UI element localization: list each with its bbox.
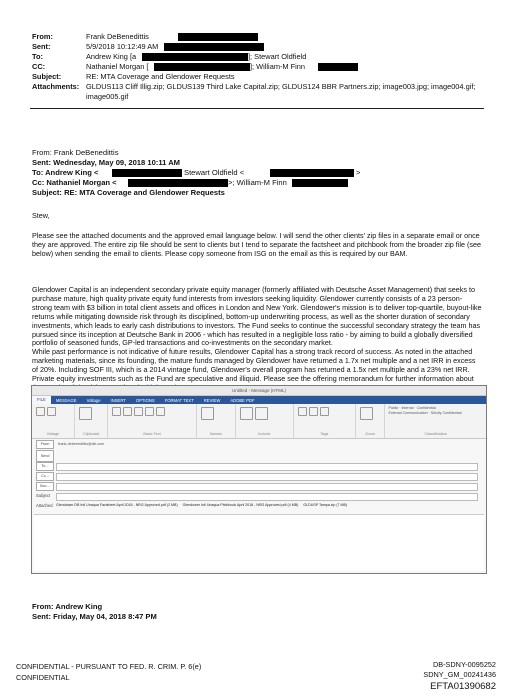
- attachments-value-2[interactable]: image005.gif: [86, 92, 129, 101]
- redaction: [142, 53, 248, 61]
- attachments-value[interactable]: GLDUS113 Cliff Illig.zip; GLDUS139 Third Lake Capital.zip; GLDUS124 BBR Partners.zip; image003.jpg; image004.gif;: [86, 82, 476, 91]
- tab-adobe-pdf[interactable]: ADOBE PDF: [230, 397, 255, 403]
- to-value-2: ]; Stewart Oldfield: [248, 52, 307, 61]
- tab-message[interactable]: MESSAGE: [55, 397, 77, 403]
- class-confidential[interactable]: Confidential: [416, 406, 436, 410]
- outlook-compose-window: [31, 385, 487, 574]
- bcc-button[interactable]: Bcc...: [36, 482, 54, 491]
- footer-left-2: CONFIDENTIAL: [16, 673, 70, 682]
- italic-icon[interactable]: [123, 407, 132, 416]
- group-classification: Public · Internal · Confidential External Communication · Strictly Confidential Classification: [388, 406, 462, 436]
- underline-icon[interactable]: [134, 407, 143, 416]
- fwd-subject: Subject: RE: MTA Coverage and Glendower Requests: [32, 188, 225, 197]
- redaction: [154, 63, 250, 71]
- fwd-cc: Cc: Nathaniel Morgan <: [32, 178, 117, 187]
- address-book-icon[interactable]: [201, 407, 214, 420]
- class-external[interactable]: External Communication: [388, 411, 428, 415]
- redaction: [112, 169, 182, 177]
- from-row: [32, 439, 486, 449]
- bold-icon[interactable]: [112, 407, 121, 416]
- group-basic-text: Basic Text: [108, 404, 196, 438]
- cc-field[interactable]: [56, 473, 478, 481]
- cc-label: CC:: [32, 62, 46, 71]
- attachment-file[interactable]: Glendower DB Intl Unaqua Factsheet April 2018 - NRG Approved.pdf (2 MB): [56, 503, 178, 507]
- paragraph-1: Please see the attached documents and the approved email language below. I will send the other clients' zip files in a separate email or once they are approved. The entire zip file should be sent to clients but I tend to separate the factsheet and pitchbook from the broader zip file (see below) when sending the email to clients. Please copy someone from ISG on the email as this is required by our BAM.: [32, 231, 481, 258]
- attachment-file[interactable]: Glendower Intl Unaqua Pitchbook April 2018 - NRG Approved.pdf (4 MB): [182, 503, 299, 507]
- to-button[interactable]: To...: [36, 462, 54, 471]
- compose-fields: [32, 439, 486, 511]
- cc-button[interactable]: Cc...: [36, 472, 54, 481]
- group-tags: Tags: [294, 404, 356, 438]
- fwd-from: From: Frank DeBenedittis: [32, 148, 119, 157]
- low-importance-icon[interactable]: [320, 407, 329, 416]
- signature-icon[interactable]: [255, 407, 268, 420]
- attachment-file[interactable]: GLDUSP Tampa.zip (7 MB): [303, 503, 348, 507]
- paragraph-2: Glendower Capital is an independent secondary private equity manager (formerly affiliated with Deutsche Asset Management) that seeks to purchase mature, high quality private equity fund interests from investors seeking liquidity. Glendower currently consists of a 23 person-strong team with $3 billion in total client assets and offices in London and New York. Glendower's mission is to deliver top-quartile, buyout-like returns while mitigating downside risk through its disciplined, bottom-up underwriting process, as well as the shorter duration of secondary investments, which leads to early cash distributions to investors. The Fund seeks to continue the successful secondary strategy the team has pursued since its inception at Deutsche Bank in 2006 - which has resulted in a negligible loss ratio - by aiming to build a globally diversified portfolio of seasoned funds, GP-led transactions and co-investments on the secondary market.: [32, 285, 482, 348]
- tab-review[interactable]: REVIEW: [203, 397, 221, 403]
- flag-icon[interactable]: [298, 407, 307, 416]
- attached-label: Attached: [36, 503, 53, 508]
- to-field[interactable]: [56, 463, 478, 471]
- footer-right-1: DB-SDNY-0095252: [432, 660, 496, 669]
- ribbon-tabs: [32, 396, 486, 404]
- footer-left-1: CONFIDENTIAL - PURSUANT TO FED. R. CRIM. P. 6(e): [16, 662, 202, 671]
- ribbon: [32, 404, 486, 439]
- send-row: [32, 449, 486, 461]
- cc-row: [32, 471, 486, 481]
- sent-value: 5/9/2018 10:12:49 AM: [86, 42, 159, 51]
- redaction: [270, 169, 354, 177]
- tab-format-text[interactable]: FORMAT TEXT: [164, 397, 194, 403]
- subject-value: RE: MTA Coverage and Glendower Requests: [86, 72, 235, 81]
- fwd-to: To: Andrew King <: [32, 168, 99, 177]
- group-names: Names: [197, 404, 236, 438]
- subject-field[interactable]: [56, 493, 478, 501]
- group-clipboard: Clipboard: [75, 404, 108, 438]
- to-label: To:: [32, 52, 43, 61]
- secure-send-icon[interactable]: [36, 407, 45, 416]
- attach-file-icon[interactable]: [240, 407, 253, 420]
- subject-row: [32, 491, 486, 501]
- fwd-cc-2: >; William-M Finn: [228, 178, 287, 187]
- align-icon[interactable]: [156, 407, 165, 416]
- send-icon[interactable]: [47, 407, 56, 416]
- class-strict[interactable]: Strictly Confidential: [430, 411, 462, 415]
- to-value: Andrew King [a: [86, 52, 137, 61]
- send-button[interactable]: Send: [36, 450, 54, 462]
- redaction: [128, 179, 228, 187]
- subject-label: Subject: [36, 493, 50, 498]
- bcc-row: [32, 481, 486, 491]
- tab-voltage[interactable]: Voltage: [86, 397, 101, 403]
- tab-options[interactable]: OPTIONS: [135, 397, 155, 403]
- redaction: [178, 33, 258, 41]
- message-body[interactable]: [34, 514, 484, 571]
- from-label: From:: [32, 32, 53, 41]
- attachment-list: [56, 502, 476, 508]
- fwd-to-2: Stewart Oldfield <: [184, 168, 245, 177]
- paragraph-3: While past performance is not indicative of future results, Glendower Capital has a strong track record of success. As noted in the attached marketing materials, since its founding, the mature funds managed by Glendower have returned a 1.7x net multiple and a net IRR in excess of 20%. Including SOF III, which is a 2014 vintage fund, Glendower's overall program has returned a 1.5x net multiple and a 23% net IRR. Private equity investments such as the Fund are speculative and illiquid. Please see the offering memorandum for further information about: [32, 347, 476, 383]
- class-internal[interactable]: Internal: [401, 406, 414, 410]
- class-public[interactable]: Public: [388, 406, 399, 410]
- fwd-to-3: >: [356, 168, 361, 177]
- tab-file[interactable]: FILE: [32, 396, 51, 404]
- zoom-icon[interactable]: [360, 407, 373, 420]
- bcc-field[interactable]: [56, 483, 478, 491]
- redaction: [164, 43, 264, 51]
- group-voltage: Voltage: [32, 404, 75, 438]
- fwd2-from: From: Andrew King: [32, 602, 103, 611]
- tab-insert[interactable]: INSERT: [110, 397, 126, 403]
- bullets-icon[interactable]: [145, 407, 154, 416]
- subject-label: Subject:: [32, 72, 62, 81]
- paste-icon[interactable]: [79, 407, 92, 420]
- footer-right-3: EFTA01390682: [430, 681, 496, 692]
- cc-value: Nathaniel Morgan [: [86, 62, 149, 71]
- to-row: [32, 461, 486, 471]
- redaction: [318, 63, 358, 71]
- fwd-sent: Sent: Wednesday, May 09, 2018 10:11 AM: [32, 158, 181, 167]
- window-title: Untitled - Message (HTML): [32, 386, 486, 396]
- cc-value-2: ]; William-M Finn: [250, 62, 306, 71]
- sent-label: Sent:: [32, 42, 51, 51]
- attachments-label: Attachments:: [32, 82, 80, 91]
- fwd2-sent: Sent: Friday, May 04, 2018 8:47 PM: [32, 612, 157, 621]
- header-divider: [30, 108, 484, 109]
- from-field[interactable]: frank.debenedittis@db.com: [58, 442, 105, 446]
- redaction: [292, 179, 348, 187]
- high-importance-icon[interactable]: [309, 407, 318, 416]
- group-zoom: Zoom: [356, 404, 386, 438]
- footer-right-2: SDNY_GM_00241436: [423, 670, 496, 679]
- from-button[interactable]: From: [36, 440, 54, 449]
- greeting: Stew,: [32, 211, 50, 220]
- from-value: Frank DeBenedittis: [86, 32, 149, 41]
- group-include: Include: [236, 404, 294, 438]
